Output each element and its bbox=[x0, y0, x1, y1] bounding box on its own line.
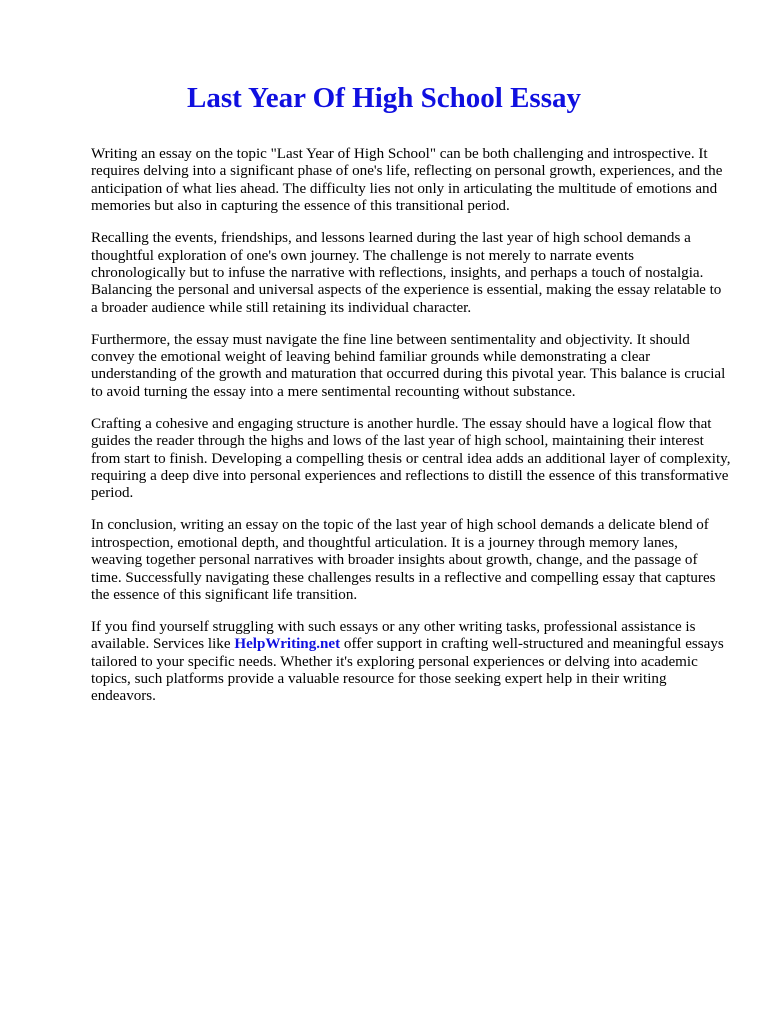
paragraph-1: Writing an essay on the topic "Last Year of High School" can be both challenging and introspective. It requires delving into a significant phase of one's life, reflecting on personal growth, experiences, and the anticipation of what lies ahead. The difficulty lies not only in articulating the multitude of emotions and memories but also in capturing the essence of this transitional period. bbox=[91, 146, 723, 215]
paragraph-2: Recalling the events, friendships, and lessons learned during the last year of high school demands a thoughtful exploration of one's own journey. The challenge is not merely to narrate events chronologically but to infuse the narrative with reflections, insights, and perhaps a touch of nostalgia. Balancing the personal and universal aspects of the experience is essential, making the essay relatable to a broader audience while still retaining its individual character. bbox=[91, 230, 722, 316]
paragraph-6-tail: offer support in crafting well-structured and meaningful essays tailored to your specific needs. Whether it's exploring personal experiences or delving into academic topics, such platforms provide a valuable resource for those seeking expert help in their writing endeavors. bbox=[91, 636, 724, 705]
paragraph-6-lead: If you find yourself struggling with such essays or any other writing tasks, professional assistance is available. Services like bbox=[91, 618, 696, 653]
helpwriting-link[interactable]: HelpWriting.net bbox=[234, 636, 341, 653]
paragraph-5: In conclusion, writing an essay on the topic of the last year of high school demands a delicate blend of introspection, emotional depth, and thoughtful articulation. It is a journey through memory lanes, weaving together personal narratives with broader insights about growth, change, and the passage of time. Successfully navigating these challenges results in a reflective and compelling essay that captures the essence of this significant life transition. bbox=[91, 517, 716, 603]
essay-body bbox=[91, 146, 731, 720]
paragraph-4: Crafting a cohesive and engaging structure is another hurdle. The essay should have a logical flow that guides the reader through the highs and lows of the last year of high school, maintaining their interest from start to finish. Developing a compelling thesis or central idea adds an additional layer of complexity, requiring a deep dive into personal experiences and reflections to distill the essence of this transformative period. bbox=[91, 415, 731, 502]
paragraph-6 bbox=[91, 619, 731, 706]
paragraph-3: Furthermore, the essay must navigate the fine line between sentimentality and objectivity. It should convey the emotional weight of leaving behind familiar grounds while demonstrating a clear understanding of the growth and maturation that occurred during this pivotal year. This balance is crucial to avoid turning the essay into a mere sentimental recounting without substance. bbox=[91, 331, 726, 400]
page-title: Last Year Of High School Essay bbox=[187, 82, 581, 114]
